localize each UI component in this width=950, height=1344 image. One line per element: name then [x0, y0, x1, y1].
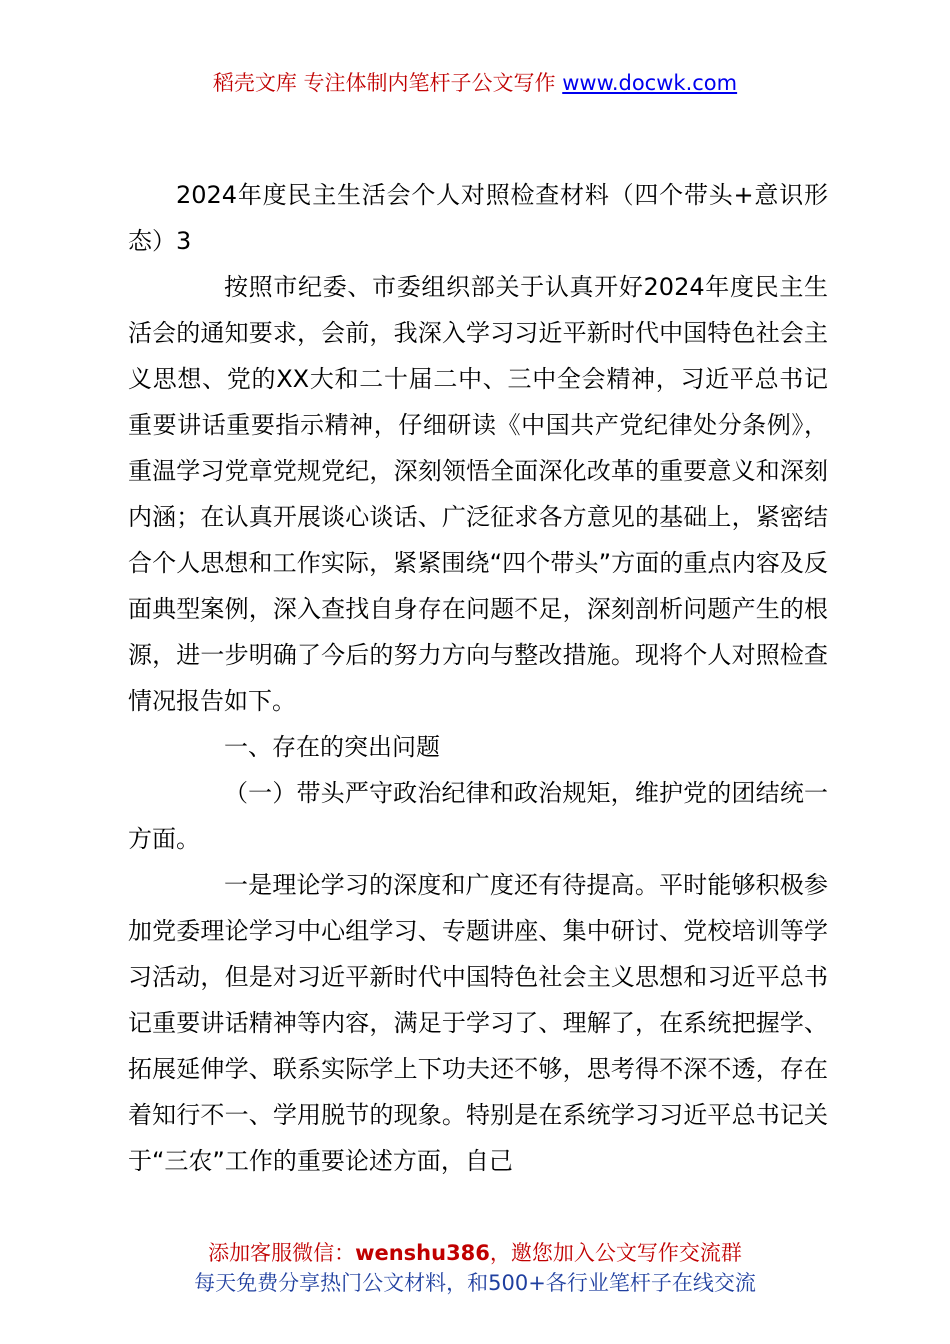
- site-slogan: 稻壳文库 专注体制内笔杆子公文写作: [212, 71, 563, 95]
- site-url-link[interactable]: www.docwk.com: [562, 71, 738, 95]
- page-header: [0, 68, 950, 98]
- footer-contact-prefix: 添加客服微信：: [208, 1241, 356, 1265]
- wechat-id: wenshu386: [355, 1241, 490, 1265]
- body-paragraph: 一是理论学习的深度和广度还有待提高。平时能够积极参加党委理论学习中心组学习、专题讲座、集中研讨、党校培训等学习活动，但是对习近平新时代中国特色社会主义思想和习近平总书记重要讲话精神等内容，满足于学习了、理解了，在系统把握学、拓展延伸学、联系实际学上下功夫还不够，思考得不深不透，存在着知行不一、学用脱节的现象。特别是在系统学习习近平总书记关于“三农”工作的重要论述方面，自己: [128, 871, 828, 1175]
- intro-paragraph: 按照市纪委、市委组织部关于认真开好2024年度民主生活会的通知要求，会前，我深入学习习近平新时代中国特色社会主义思想、党的XX大和二十届二中、三中全会精神，习近平总书记重要讲话重要指示精神，仔细研读《中国共产党纪律处分条例》，重温学习党章党规党纪，深刻领悟全面深化改革的重要意义和深刻内涵；在认真开展谈心谈话、广泛征求各方意见的基础上，紧密结合个人思想和工作实际，紧紧围绕“四个带头”方面的重点内容及反面典型案例，深入查找自身存在问题不足，深刻剖析问题产生的根源，进一步明确了今后的努力方向与整改措施。现将个人对照检查情况报告如下。: [128, 273, 828, 715]
- page-footer: [0, 1238, 950, 1298]
- section-heading: 一、存在的突出问题: [224, 733, 440, 761]
- document-body: [128, 172, 828, 1184]
- footer-promo-line: 每天免费分享热门公文材料，和500+各行业笔杆子在线交流: [194, 1271, 756, 1295]
- subsection-heading: （一）带头严守政治纪律和政治规矩，维护党的团结统一方面。: [128, 779, 828, 853]
- footer-contact-suffix: ，邀您加入公文写作交流群: [489, 1241, 742, 1265]
- footer-contact-line: [0, 1238, 950, 1268]
- document-title: 2024年度民主生活会个人对照检查材料（四个带头+意识形态）3: [128, 181, 828, 255]
